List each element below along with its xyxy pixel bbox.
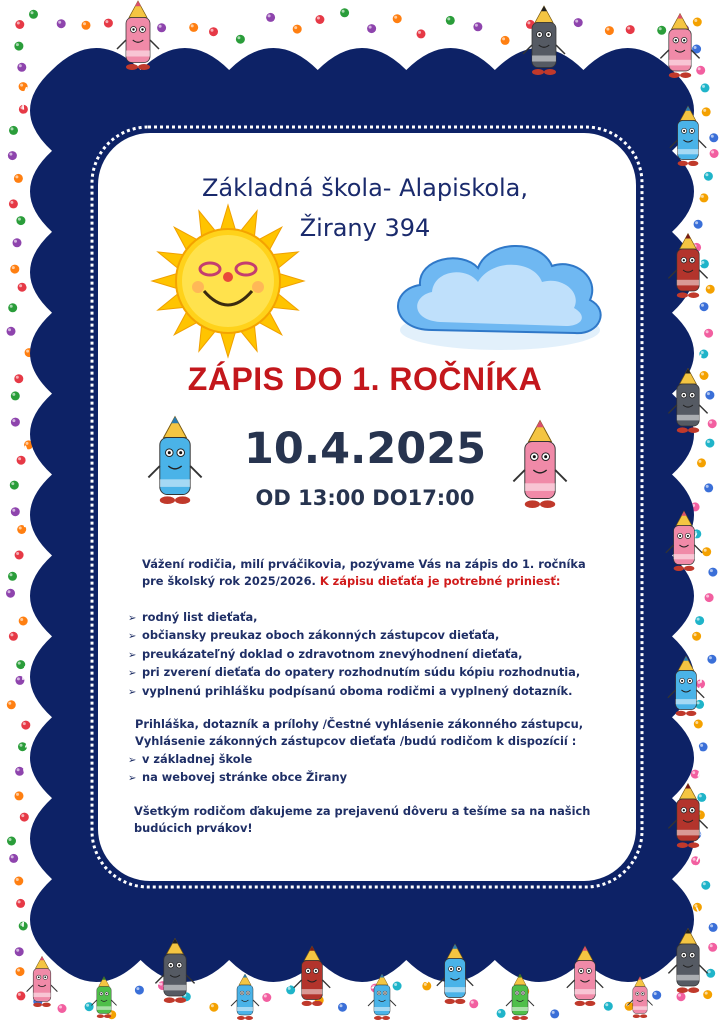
confetti-dot-icon	[315, 15, 324, 24]
closing-line1: Všetkým rodičom ďakujeme za prejavenú dôveru a tešíme sa na našich	[134, 804, 591, 818]
confetti-dot-icon	[10, 265, 19, 274]
confetti-dot-icon	[652, 991, 661, 1000]
confetti-dot-icon	[15, 767, 24, 776]
confetti-dot-icon	[501, 36, 510, 45]
confetti-dot-icon	[703, 990, 712, 999]
confetti-dot-icon	[15, 551, 24, 560]
confetti-dot-icon	[708, 943, 717, 952]
crayon-character-icon	[27, 956, 58, 1007]
arrow-bullet-icon: ➢	[128, 755, 137, 766]
confetti-dot-icon	[14, 174, 23, 183]
event-time: OD 13:00 DO17:00	[255, 486, 475, 510]
confetti-dot-icon	[135, 986, 144, 995]
confetti-dot-icon	[393, 14, 402, 23]
confetti-dot-icon	[657, 26, 666, 35]
confetti-dot-icon	[338, 1003, 347, 1012]
confetti-dot-icon	[14, 42, 23, 51]
confetti-dot-icon	[18, 283, 27, 292]
list-item: ➢ preukázateľný doklad o zdravotnom znevýhodnení dieťaťa,	[128, 646, 580, 664]
confetti-dot-icon	[236, 35, 245, 44]
confetti-dot-icon	[417, 29, 426, 38]
confetti-dot-icon	[16, 991, 25, 1000]
confetti-dot-icon	[701, 881, 710, 890]
confetti-dot-icon	[7, 700, 16, 709]
confetti-dot-icon	[340, 8, 349, 17]
confetti-dot-icon	[701, 83, 710, 92]
confetti-dot-icon	[469, 999, 478, 1008]
confetti-dot-icon	[15, 947, 24, 956]
confetti-dot-icon	[14, 374, 23, 383]
list-item: ➢ v základnej škole	[128, 751, 347, 769]
confetti-dot-icon	[704, 329, 713, 338]
confetti-dot-icon	[13, 238, 22, 247]
confetti-dot-icon	[85, 1002, 94, 1011]
confetti-dot-icon	[700, 371, 709, 380]
confetti-dot-icon	[705, 391, 714, 400]
confetti-dot-icon	[7, 327, 16, 336]
confetti-dot-icon	[82, 21, 91, 30]
confetti-dot-icon	[9, 854, 18, 863]
confetti-dot-icon	[18, 742, 27, 751]
confetti-dot-icon	[16, 967, 25, 976]
intro-line2: pre školský rok 2025/2026.	[142, 574, 316, 588]
confetti-dot-icon	[17, 63, 26, 72]
confetti-dot-icon	[693, 18, 702, 27]
arrow-bullet-icon: ➢	[128, 773, 137, 785]
confetti-dot-icon	[17, 456, 26, 465]
confetti-dot-icon	[705, 593, 714, 602]
confetti-dot-icon	[8, 572, 17, 581]
list-item: ➢ rodný list dieťaťa,	[128, 609, 580, 627]
confetti-dot-icon	[704, 483, 713, 492]
arrow-bullet-icon: ➢	[128, 613, 137, 624]
confetti-dot-icon	[697, 458, 706, 467]
confetti-dot-icon	[574, 18, 583, 27]
confetti-dot-icon	[446, 16, 455, 25]
confetti-dot-icon	[696, 66, 705, 75]
confetti-dot-icon	[550, 1009, 559, 1018]
confetti-dot-icon	[707, 655, 716, 664]
intro-paragraph	[142, 556, 612, 590]
list-item: ➢ občiansky preukaz oboch zákonných zástupcov dieťaťa,	[128, 627, 580, 645]
confetti-dot-icon	[700, 302, 709, 311]
intro-requirement-heading: K zápisu dieťaťa je potrebné priniesť:	[319, 574, 561, 588]
requirements-list	[128, 609, 580, 701]
list-item: ➢ pri zverení dieťaťa do opatery rozhodnutím súdu kópiu rozhodnutia,	[128, 664, 580, 682]
confetti-dot-icon	[293, 25, 302, 34]
school-name-line1: Základná škola- Alapiskola,	[201, 174, 529, 202]
crayon-character-icon	[627, 977, 652, 1018]
event-date: 10.4.2025	[243, 424, 487, 474]
confetti-dot-icon	[9, 126, 18, 135]
confetti-dot-icon	[16, 216, 25, 225]
confetti-dot-icon	[692, 632, 701, 641]
confetti-dot-icon	[58, 1004, 67, 1013]
confetti-dot-icon	[57, 19, 66, 28]
confetti-dot-icon	[691, 856, 700, 865]
confetti-dot-icon	[704, 172, 713, 181]
confetti-dot-icon	[11, 507, 20, 516]
closing-line2: budúcich prvákov!	[134, 821, 253, 835]
confetti-dot-icon	[367, 24, 376, 33]
confetti-dot-icon	[709, 923, 718, 932]
confetti-dot-icon	[705, 439, 714, 448]
list-item: ➢ vyplnenú prihlášku podpísanú oboma rodičmi a vyplnený dotazník.	[128, 683, 580, 701]
confetti-dot-icon	[605, 26, 614, 35]
confetti-dot-icon	[702, 547, 711, 556]
confetti-dot-icon	[626, 25, 635, 34]
confetti-dot-icon	[157, 23, 166, 32]
crayon-character-icon	[368, 974, 396, 1020]
confetti-dot-icon	[706, 285, 715, 294]
confetti-dot-icon	[20, 813, 29, 822]
confetti-dot-icon	[209, 1003, 218, 1012]
confetti-dot-icon	[709, 133, 718, 142]
crayon-character-icon	[231, 974, 259, 1020]
closing-paragraph	[134, 803, 614, 837]
confetti-dot-icon	[695, 616, 704, 625]
confetti-dot-icon	[21, 721, 30, 730]
confetti-dot-icon	[6, 589, 15, 598]
arrow-bullet-icon: ➢	[128, 686, 137, 698]
confetti-dot-icon	[7, 837, 16, 846]
school-name-line2: Žirany 394	[299, 214, 431, 242]
headline: ZÁPIS DO 1. ROČNÍKA	[187, 361, 543, 397]
arrow-bullet-icon: ➢	[128, 631, 137, 643]
confetti-dot-icon	[393, 982, 402, 991]
confetti-dot-icon	[9, 199, 18, 208]
confetti-dot-icon	[11, 391, 20, 400]
confetti-dot-icon	[15, 20, 24, 29]
confetti-dot-icon	[17, 525, 26, 534]
confetti-dot-icon	[708, 419, 717, 428]
confetti-dot-icon	[8, 151, 17, 160]
confetti-dot-icon	[19, 617, 28, 626]
locations-list	[128, 751, 347, 788]
confetti-dot-icon	[286, 985, 295, 994]
confetti-dot-icon	[262, 993, 271, 1002]
confetti-dot-icon	[104, 19, 113, 28]
forms-paragraph	[135, 716, 615, 750]
confetti-dot-icon	[266, 13, 275, 22]
confetti-dot-icon	[11, 418, 20, 427]
arrow-bullet-icon: ➢	[128, 668, 137, 680]
confetti-dot-icon	[710, 149, 719, 158]
confetti-dot-icon	[9, 632, 18, 641]
confetti-dot-icon	[29, 10, 38, 19]
confetti-dot-icon	[16, 660, 25, 669]
arrow-bullet-icon: ➢	[128, 649, 137, 661]
forms-line1: Prihláška, dotazník a prílohy /Čestné vyhlásenie zákonného zástupcu,	[135, 717, 584, 731]
confetti-dot-icon	[473, 22, 482, 31]
confetti-dot-icon	[697, 793, 706, 802]
confetti-dot-icon	[189, 23, 198, 32]
forms-line2: Vyhlásenie zákonných zástupcov dieťaťa /budú rodičom k dispozícií :	[135, 734, 577, 748]
confetti-dot-icon	[15, 791, 24, 800]
confetti-dot-icon	[702, 107, 711, 116]
confetti-dot-icon	[16, 899, 25, 908]
confetti-dot-icon	[209, 27, 218, 36]
confetti-dot-icon	[694, 220, 703, 229]
list-item: ➢ na webovej stránke obce Žirany	[128, 769, 347, 787]
confetti-dot-icon	[14, 877, 23, 886]
intro-line1: Vážení rodičia, milí prváčikovia, pozývame Vás na zápis do 1. ročníka	[142, 557, 586, 571]
confetti-dot-icon	[604, 1002, 613, 1011]
confetti-dot-icon	[497, 1009, 506, 1018]
confetti-dot-icon	[8, 303, 17, 312]
confetti-dot-icon	[10, 481, 19, 490]
confetti-dot-icon	[694, 720, 703, 729]
confetti-dot-icon	[708, 568, 717, 577]
confetti-dot-icon	[677, 992, 686, 1001]
